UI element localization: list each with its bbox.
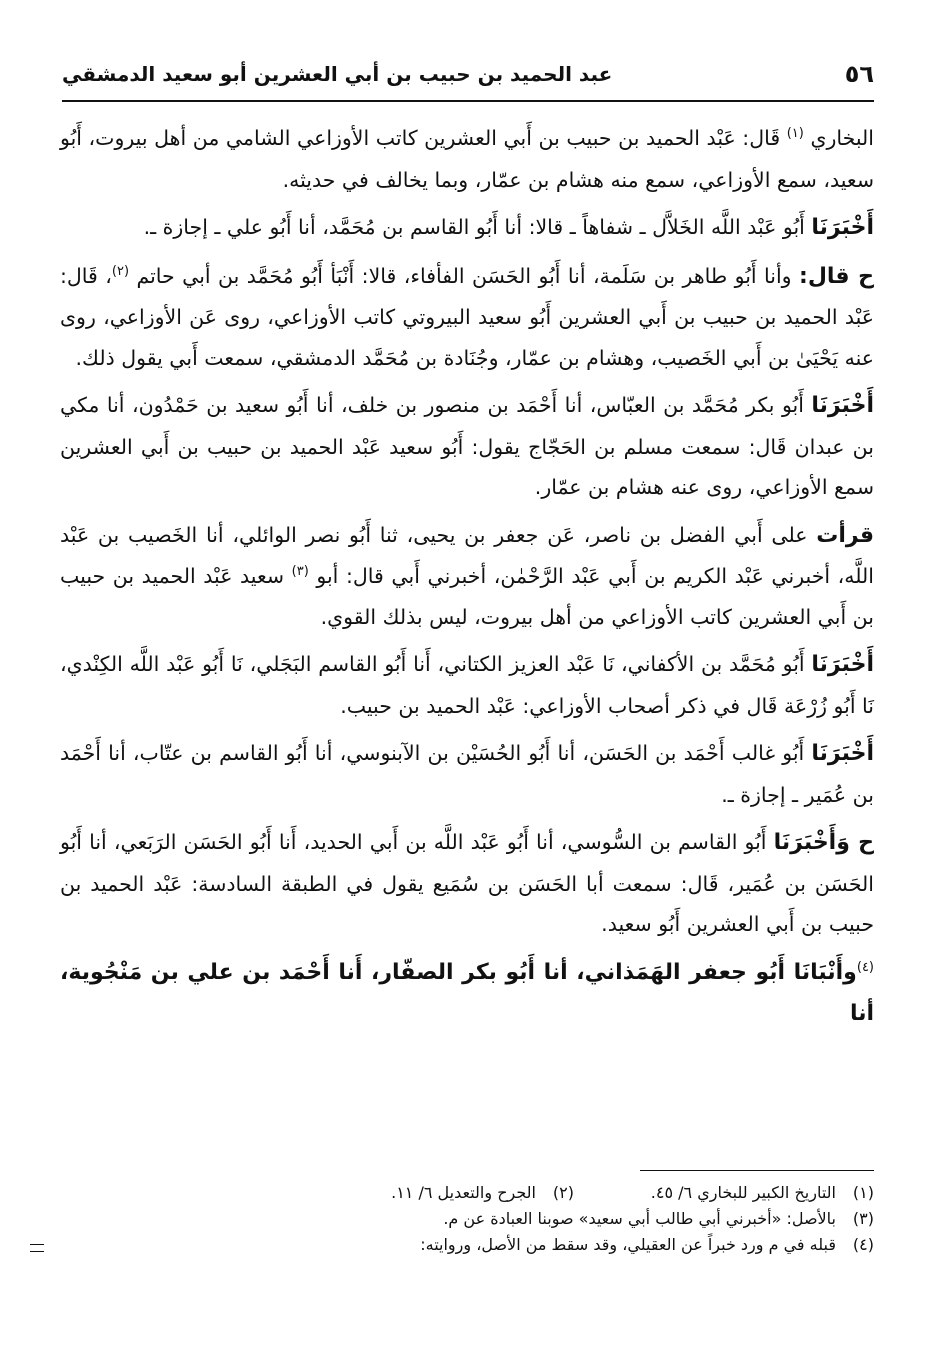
- footnote-number: (١): [852, 1183, 874, 1202]
- paragraph-lead: أَخْبَرَنَا: [811, 741, 874, 766]
- footnote-text: بالأصل: «أخبرني أبي طالب أبي سعيد» صوبنا العبادة عن م.: [443, 1209, 836, 1228]
- paragraph-text: ، قَال: عَبْد الحميد بن حبيب بن أَبي العشرين أَبُو سعيد البيروتي كاتب الأوزاعي، روى عَن الأوزاعي، روى عنه يَحْيَىٰ بن أَبي الخَصيب، وهشام بن عمّار، وجُنَادة بن مُحَمَّد الدمشقي، سمعت أَبي يقول ذلك.: [60, 263, 874, 370]
- footnote-text: قبله في م ورد خبراً عن العقيلي، وقد سقط من الأصل، وروايته:: [420, 1235, 836, 1254]
- paragraph-text: أَبُو القاسم بن السُّوسي، أنا أَبُو عَبْد اللَّه بن أَبي الحديد، أَنا أَبُو الحَسَن الرَبَعي، أنا أَبُو الحَسَن بن عُمَير، قَال: سمعت أبا الحَسَن بن سُمَيع يقول في الطبقة السادسة: عَبْد الحميد بن حبيب بن أَبي العشرين أَبُو سعيد.: [60, 830, 874, 936]
- paragraph-9: [60, 952, 874, 1035]
- paragraph-lead: ح قال:: [799, 263, 874, 289]
- paragraph-text: أَبُو عَبْد اللَّه الخَلاَّل ـ شفاهاً ـ قالا: أنا أَبُو القاسم بن مُحَمَّد، أنا أَبُو علي ـ إجازة ـ.: [143, 215, 812, 239]
- paragraph-text: على أَبي الفضل بن ناصر، عَن جعفر بن يحيى، ثنا أَبُو نصر الوائلي، أنا الخَصيب بن عَبْد اللَّه، أخبرني عَبْد الكريم بن أَبي عَبْد الرَّحْمٰن، أخبرني أَبي قال: أبو: [60, 522, 875, 588]
- paragraph-1: [60, 118, 874, 200]
- margin-mark: [30, 1244, 44, 1252]
- footnote-ref: (٤): [856, 959, 874, 975]
- footnote-ref: (٢): [111, 263, 130, 279]
- footnote-3: [200, 1206, 874, 1232]
- footnote-2: [274, 1180, 574, 1206]
- header-divider: [62, 100, 874, 102]
- footnote-text: الجرح والتعديل ٦/ ١١.: [391, 1183, 536, 1202]
- footnote-number: (٣): [852, 1209, 874, 1228]
- paragraph-text: أَبُو بكر مُحَمَّد بن العبّاس، أنا أَحْمَد بن منصور بن خلف، أنا أَبُو سعيد بن حَمْدُون، أنا مكي بن عبدان قَال: سمعت مسلم بن الحَجّاج يقول: أَبُو سعيد عَبْد الحميد بن حبيب بن أَبي العشرين سمع الأوزاعي، روى عنه هشام بن عمّار.: [60, 393, 874, 499]
- page-header: [62, 58, 874, 94]
- paragraph-lead: ح وَأَخْبَرَنَا: [773, 830, 874, 855]
- paragraph-text: سعيد عَبْد الحميد بن حبيب بن أَبي العشرين كاتب الأوزاعي من أهل بيروت، ليس بذلك القوي.: [60, 564, 874, 629]
- paragraph-text: وأَنْبَانَا أَبُو جعفر الهَمَذاني، أنا أَبُو بكر الصفّار، أَنا أَحْمَد بن علي بن مَنْجُوية، أنا: [60, 959, 874, 1026]
- paragraph-text: وأنا أَبُو طاهر بن سَلَمة، أنا أَبُو الحَسَن الفأفاء، قالا: أَنْبَأ أَبُو مُحَمَّد بن أبي حاتم: [136, 263, 800, 288]
- paragraph-5: [60, 515, 874, 638]
- paragraph-text: أَبُو مُحَمَّد بن الأكفاني، نَا عَبْد العزيز الكتاني، أَنا أَبُو القاسم البَجَلي، نَا أَبُو عَبْد اللَّه الكِنْدي، نَا أَبُو زُرْعَة قَال في ذكر أصحاب الأوزاعي: عَبْد الحميد بن حبيب.: [60, 652, 874, 718]
- footnote-1: [574, 1180, 874, 1206]
- footnote-4: [200, 1232, 874, 1258]
- footnote-divider: [640, 1170, 874, 1171]
- paragraph-4: [60, 385, 874, 508]
- main-text: [60, 118, 874, 1042]
- footnote-number: (٤): [852, 1235, 874, 1254]
- paragraph-lead: أَخْبَرَنَا: [811, 393, 874, 418]
- footnote-ref: (١): [786, 126, 804, 142]
- footnote-text: التاريخ الكبير للبخاري ٦/ ٤٥.: [650, 1183, 836, 1202]
- paragraph-6: [60, 644, 874, 726]
- paragraph-text: أَبُو غالب أَحْمَد بن الحَسَن، أنا أَبُو الحُسَيْن بن الآبنوسي، أنا أَبُو القاسم بن عتّاب، أنا أَحْمَد بن عُمَير ـ إجازة ـ.: [60, 741, 874, 807]
- paragraph-text: قَال: عَبْد الحميد بن حبيب بن أَبي العشرين كاتب الأوزاعي الشامي من أهل بيروت، أَبُو سعيد، سمع الأوزاعي، سمع منه هشام بن عمّار، وبما يخالف في حديثه.: [60, 126, 874, 192]
- running-title: عبد الحميد بن حبيب بن أبي العشرين أبو سعيد الدمشقي: [62, 62, 613, 86]
- paragraph-lead: أَخْبَرَنَا: [811, 652, 874, 677]
- footnote-row-1: [200, 1180, 874, 1206]
- paragraph-lead: قرأت: [816, 522, 874, 548]
- paragraph-text: البخاري: [810, 126, 874, 150]
- paragraph-8: [60, 822, 874, 945]
- page-number: ٥٦: [844, 60, 874, 88]
- paragraph-7: [60, 733, 874, 815]
- footnote-ref: (٣): [291, 564, 309, 580]
- paragraph-3: [60, 256, 874, 379]
- paragraph-2: [60, 207, 874, 249]
- footnote-number: (٢): [552, 1183, 574, 1202]
- paragraph-lead: أَخْبَرَنَا: [811, 215, 874, 240]
- footnotes: [200, 1180, 874, 1258]
